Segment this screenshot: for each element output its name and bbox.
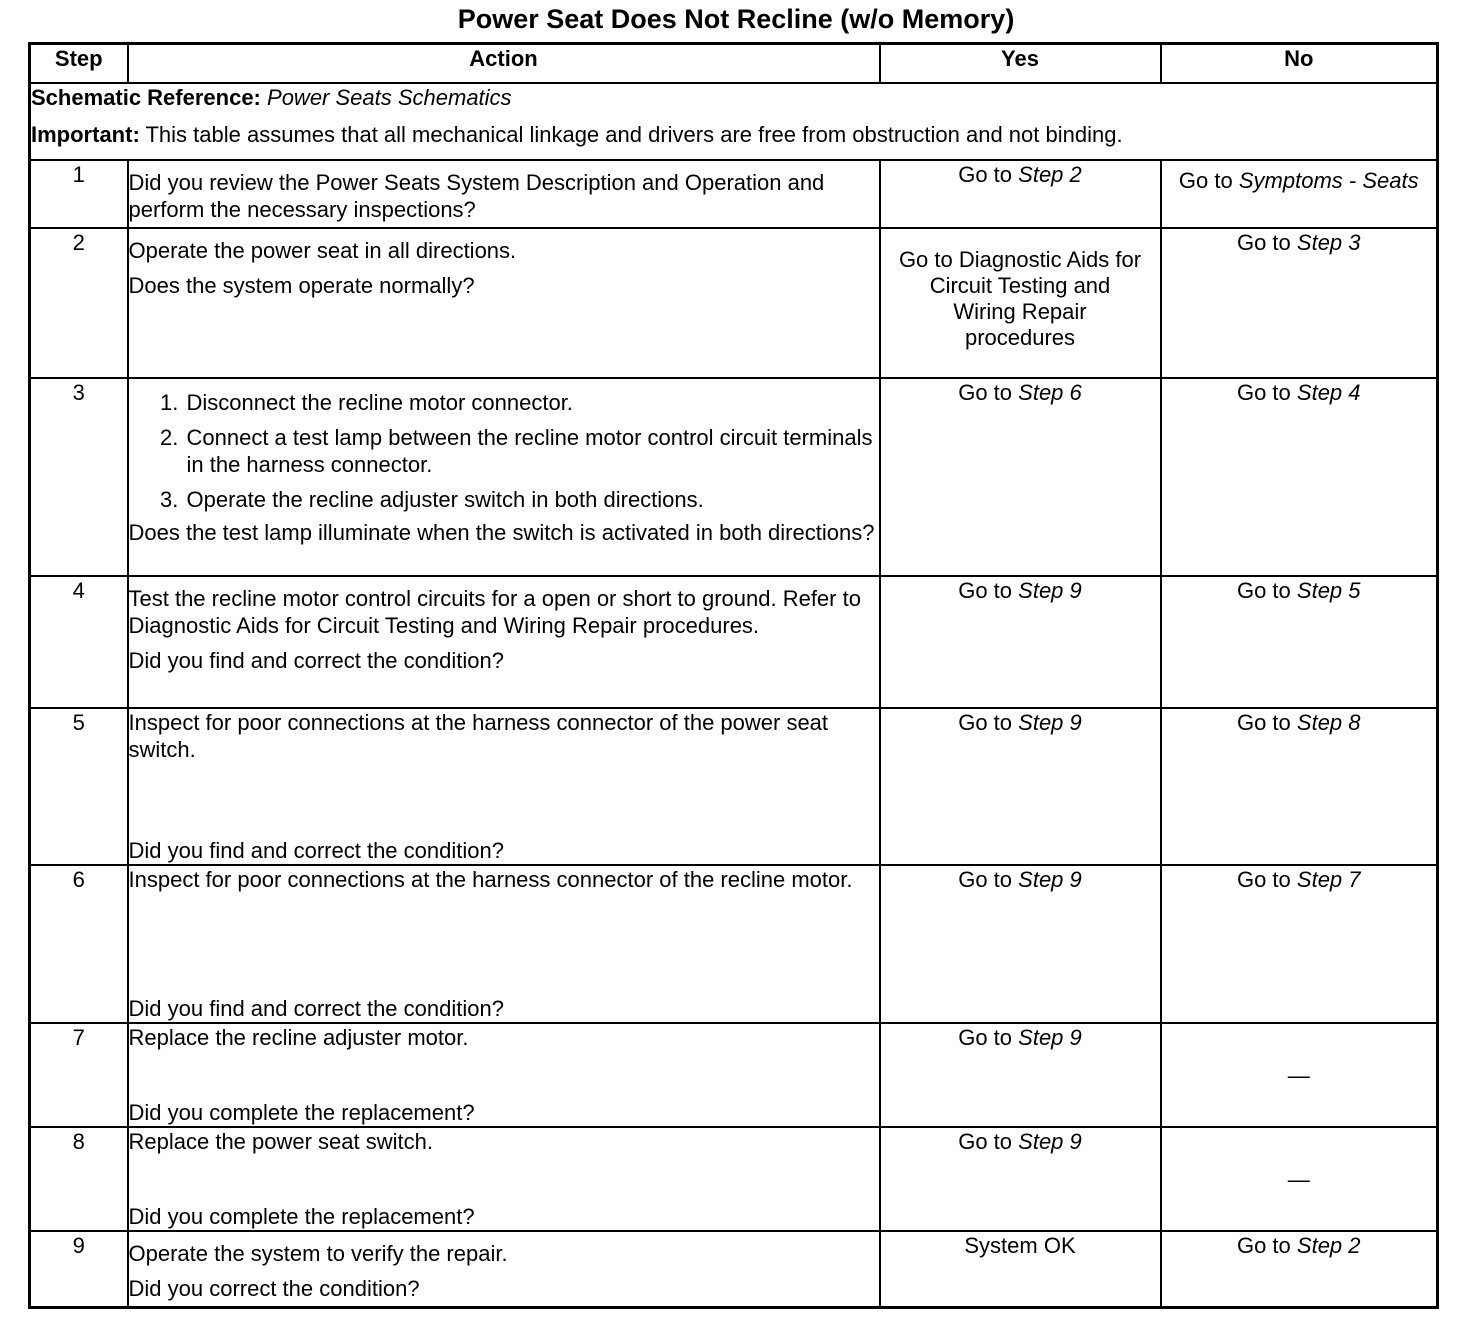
goto-label: Go to [958, 1129, 1013, 1154]
action-cell [128, 1023, 880, 1127]
step-number: 1 [30, 160, 128, 228]
yes-link[interactable]: Step 9 [1018, 867, 1082, 892]
action-cell [128, 160, 880, 228]
no-link[interactable]: Step 3 [1296, 230, 1361, 255]
action-cell [128, 1127, 880, 1231]
list-item: 3. Operate the recline adjuster switch in both directions. [185, 486, 879, 513]
step-number: 4 [30, 576, 128, 708]
table-row [30, 1231, 1438, 1307]
table-row [30, 865, 1438, 1023]
goto-label: Go to [958, 1025, 1013, 1050]
action-cell [128, 378, 880, 576]
action-question: Does the system operate normally? [128, 273, 475, 298]
goto-label: Go to [958, 710, 1013, 735]
yes-link[interactable]: Step 9 [1018, 1025, 1082, 1050]
table-row [30, 378, 1438, 576]
no-cell [1161, 160, 1438, 228]
no-dash: — [1287, 1166, 1310, 1192]
no-link[interactable]: Step 2 [1296, 1233, 1361, 1258]
reference-cell [30, 83, 1438, 160]
no-link[interactable]: Step 5 [1296, 578, 1361, 603]
action-instruction: Inspect for poor connections at the harness connector of the power seat switch. [128, 710, 829, 762]
action-instruction: Operate the system to verify the repair. [128, 1241, 508, 1266]
yes-link[interactable]: Step 9 [1018, 1129, 1082, 1154]
yes-cell [880, 228, 1161, 378]
header-no: No [1161, 44, 1438, 84]
yes-link[interactable]: System OK [964, 1233, 1076, 1258]
goto-label: Go to [1236, 867, 1291, 892]
goto-label: Go to [1236, 710, 1291, 735]
step-number: 8 [30, 1127, 128, 1231]
table-row [30, 1127, 1438, 1231]
goto-label: Go to [1236, 1233, 1291, 1258]
list-item: 1. Disconnect the recline motor connector. [185, 389, 879, 416]
header-yes: Yes [880, 44, 1161, 84]
action-question: Does the test lamp illuminate when the switch is activated in both directions? [128, 520, 875, 545]
table-row [30, 576, 1438, 708]
yes-cell [880, 160, 1161, 228]
no-link[interactable]: Step 8 [1296, 710, 1361, 735]
yes-link[interactable]: Step 9 [1018, 710, 1082, 735]
no-link[interactable]: Symptoms - Seats [1238, 168, 1419, 193]
action-wrap [129, 866, 879, 1022]
yes-cell [880, 1127, 1161, 1231]
no-link[interactable]: Step 7 [1296, 867, 1361, 892]
schematic-reference [31, 84, 1436, 111]
yes-link[interactable]: Step 6 [1018, 380, 1082, 405]
goto-label: Go to [1236, 380, 1291, 405]
action-wrap [129, 709, 879, 864]
no-link[interactable]: Step 4 [1296, 380, 1361, 405]
action-question: Did you find and correct the condition? [128, 648, 504, 673]
page-title: Power Seat Does Not Recline (w/o Memory) [457, 4, 1015, 34]
action-instruction: Test the recline motor control circuits for a open or short to ground. Refer to Diagnostic Aids for Circuit Testing and Wiring Repair procedures. [128, 586, 861, 638]
no-cell [1161, 228, 1438, 378]
step-number: 7 [30, 1023, 128, 1127]
yes-cell [880, 865, 1161, 1023]
important-text: This table assumes that all mechanical linkage and drivers are free from obstruction and not binding. [145, 122, 1123, 147]
yes-link[interactable]: Step 9 [1018, 578, 1082, 603]
action-cell [128, 576, 880, 708]
action-instruction: Replace the recline adjuster motor. [128, 1025, 469, 1050]
schematic-link[interactable]: Power Seats Schematics [267, 85, 512, 110]
goto-label: Go to [958, 867, 1013, 892]
no-cell [1161, 378, 1438, 576]
header-row [30, 44, 1438, 84]
no-cell [1161, 1231, 1438, 1307]
no-cell [1161, 708, 1438, 865]
schematic-label: Schematic Reference: [31, 85, 261, 110]
substep-list [129, 389, 879, 513]
step-number: 3 [30, 378, 128, 576]
action-question: Did you find and correct the condition? [128, 996, 504, 1021]
yes-cell [880, 378, 1161, 576]
reference-row [30, 83, 1438, 160]
action-cell [128, 708, 880, 865]
table-row [30, 708, 1438, 865]
goto-label: Go to [958, 380, 1013, 405]
yes-link[interactable]: Go to Diagnostic Aids for Circuit Testing and Wiring Repair procedures [898, 247, 1142, 350]
list-item: 2. Connect a test lamp between the recline motor control circuit terminals in the harness connector. [185, 424, 879, 478]
goto-label: Go to [1236, 578, 1291, 603]
table-row [30, 228, 1438, 378]
step-number: 2 [30, 228, 128, 378]
no-cell [1161, 865, 1438, 1023]
action-wrap [129, 1128, 879, 1230]
action-instruction: Replace the power seat switch. [128, 1129, 433, 1154]
important-note [31, 121, 1436, 148]
yes-cell [880, 1023, 1161, 1127]
no-cell [1161, 576, 1438, 708]
header-step: Step [30, 44, 128, 84]
goto-label: Go to [1178, 168, 1233, 193]
step-number: 9 [30, 1231, 128, 1307]
action-question: Did you complete the replacement? [128, 1100, 475, 1125]
no-cell [1161, 1127, 1438, 1231]
yes-cell [880, 1231, 1161, 1307]
goto-label: Go to [958, 578, 1013, 603]
action-question: Did you review the Power Seats System Description and Operation and perform the necessary inspections? [128, 170, 825, 222]
goto-label: Go to [958, 162, 1013, 187]
no-cell [1161, 1023, 1438, 1127]
no-dash: — [1287, 1062, 1310, 1088]
goto-label: Go to [1236, 230, 1291, 255]
action-question: Did you correct the condition? [128, 1276, 420, 1301]
action-instruction: Inspect for poor connections at the harness connector of the recline motor. [128, 867, 853, 892]
action-cell [128, 228, 880, 378]
header-action: Action [128, 44, 880, 84]
step-number: 5 [30, 708, 128, 865]
action-instruction: Operate the power seat in all directions. [128, 238, 517, 263]
action-wrap [129, 1024, 879, 1126]
yes-cell [880, 708, 1161, 865]
diagnostic-table [28, 42, 1439, 1309]
step-number: 6 [30, 865, 128, 1023]
action-question: Did you complete the replacement? [128, 1204, 475, 1229]
table-row [30, 160, 1438, 228]
important-label: Important: [31, 122, 140, 147]
action-cell [128, 865, 880, 1023]
yes-cell [880, 576, 1161, 708]
yes-link[interactable]: Step 2 [1018, 162, 1082, 187]
action-cell [128, 1231, 880, 1307]
action-question: Did you find and correct the condition? [128, 838, 504, 863]
table-row [30, 1023, 1438, 1127]
